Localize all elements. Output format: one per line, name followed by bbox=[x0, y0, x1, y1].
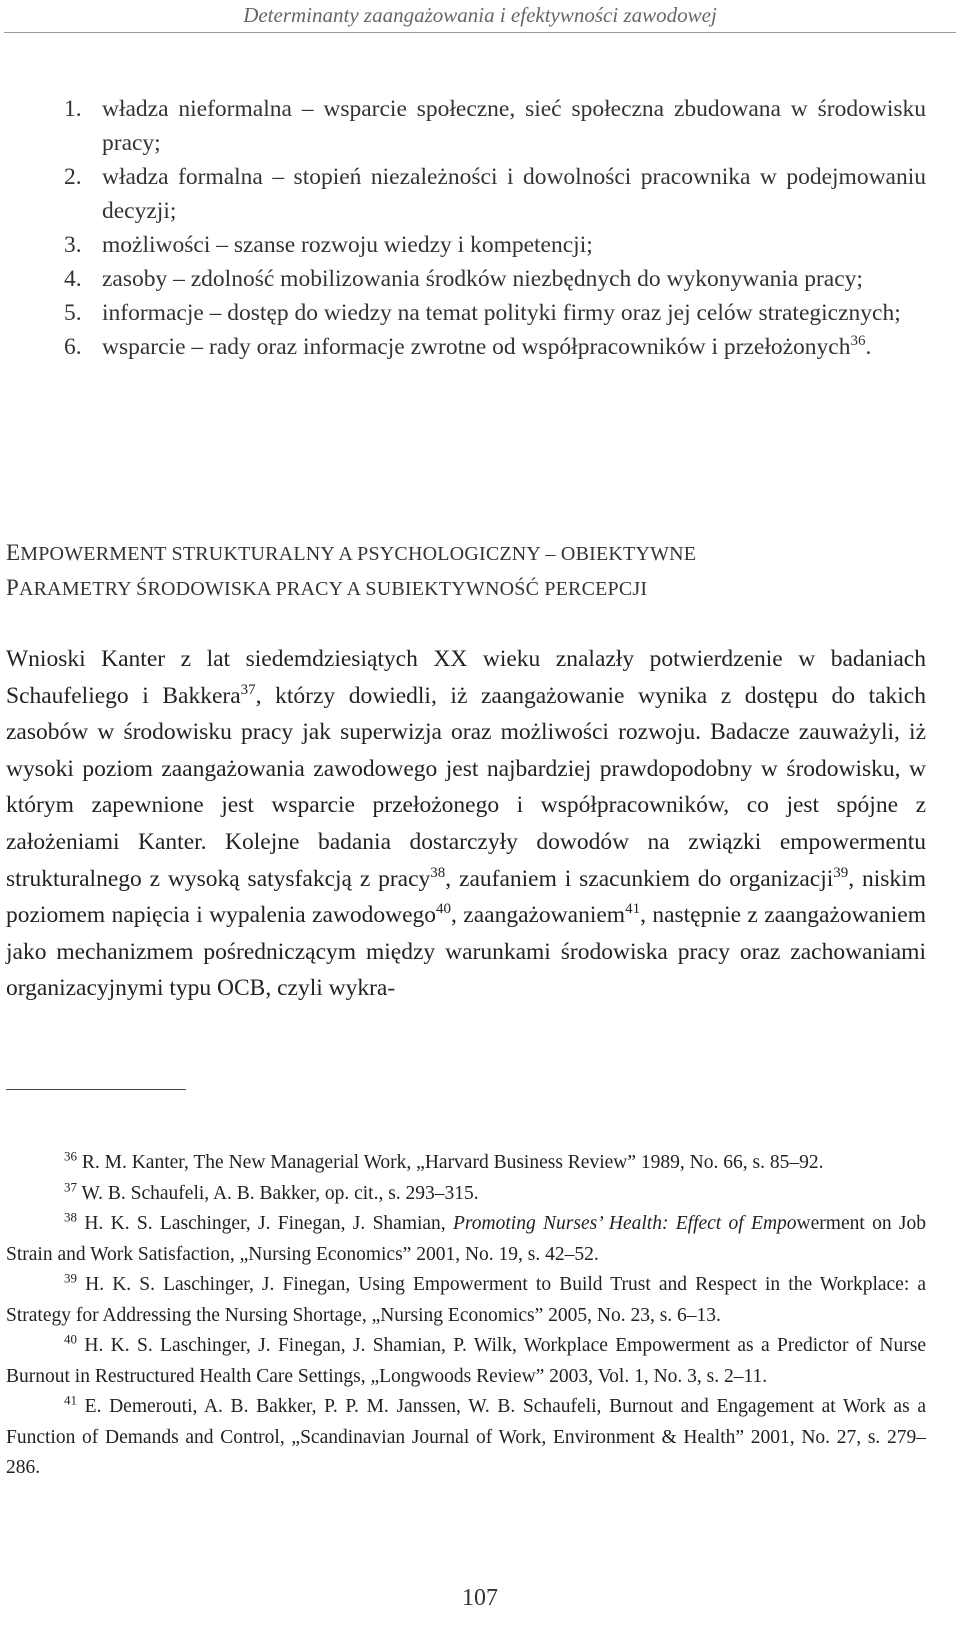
footnote-number: 41 bbox=[64, 1392, 77, 1408]
footnote-text: W. B. Schaufeli, A. B. Bakker, op. cit., s. 293–315. bbox=[81, 1182, 479, 1204]
list-item-text: zasoby – zdolność mobilizowania środków niezbędnych do wykonywania pracy; bbox=[102, 266, 863, 292]
body-paragraph bbox=[6, 641, 926, 1007]
footnote-ref-37[interactable]: 37 bbox=[240, 681, 256, 698]
footnote-number: 36 bbox=[64, 1148, 77, 1164]
list-item bbox=[64, 296, 926, 330]
footnote-title-italic: Promoting Nurses’ Health: Effect of Empo bbox=[453, 1213, 797, 1234]
list-item-text: możliwości – szanse rozwoju wiedzy i kompetencji; bbox=[102, 232, 593, 258]
list-item bbox=[64, 228, 926, 262]
section-heading bbox=[6, 536, 926, 606]
footnote-36 bbox=[6, 1148, 926, 1179]
list-number: 5. bbox=[64, 300, 82, 326]
body-text-segment: , którzy dowiedli, iż zaangażowanie wynika z dostępu do takich zasobów w środowisku pracy jak superwizja oraz możliwości rozwoju. Badacze zauważyli, iż wysoki poziom zaangażowania zawodowego jest najbardziej prawdopodobny w środowisku, w którym zapewnione jest wsparcie przełożonego i współpracowników, co jest spójne z założeniami Kanter. Kolejne badania dostarczyły dowodów na związki empowermentu strukturalnego z wysoką satysfakcją z pracy bbox=[6, 682, 926, 892]
footnote-text: R. M. Kanter, The New Managerial Work, „Harvard Business Review” 1989, No. 66, s. 85–92. bbox=[81, 1152, 824, 1173]
page-number: 107 bbox=[462, 1585, 498, 1611]
list-number: 6. bbox=[64, 334, 82, 360]
footnote-ref-36[interactable]: 36 bbox=[850, 333, 866, 350]
list-number: 2. bbox=[64, 164, 82, 190]
body-text-segment: , zaufaniem i szacunkiem do organizacji bbox=[445, 865, 834, 892]
footnote-37 bbox=[6, 1179, 926, 1210]
body-text-segment: , niskim poziomem napięcia i wypalenia zawodowego bbox=[6, 865, 926, 929]
list-item-text: wsparcie – rady oraz informacje zwrotne od współpracowników i przełożonych bbox=[102, 334, 851, 360]
footnote-ref-39[interactable]: 39 bbox=[833, 864, 849, 881]
footnote-text: H. K. S. Laschinger, J. Finegan, J. Shamian, bbox=[84, 1213, 454, 1234]
footnote-41 bbox=[6, 1392, 926, 1484]
list-item-end: . bbox=[865, 334, 872, 360]
footnote-38 bbox=[6, 1209, 926, 1270]
heading-rest: MPOWERMENT STRUKTURALNY A PSYCHOLOGICZNY – OBIEKTYWNE bbox=[20, 543, 697, 565]
footnote-number: 40 bbox=[64, 1331, 77, 1347]
section-heading-line-1 bbox=[6, 536, 926, 571]
footnote-text: E. Demerouti, A. B. Bakker, P. P. M. Janssen, W. B. Schaufeli, Burnout and Engagement at Work as a Function of Demands and Control, „Scandinavian Journal of Work, Environment & Health” 2001, No. 27, s. 279–286. bbox=[6, 1396, 926, 1478]
list-number: 4. bbox=[64, 266, 82, 292]
footnotes bbox=[6, 1148, 926, 1484]
list-item bbox=[64, 92, 926, 160]
footnote-ref-40[interactable]: 40 bbox=[436, 901, 452, 918]
header-rule bbox=[4, 32, 956, 33]
footnote-text: H. K. S. Laschinger, J. Finegan, Using Empowerment to Build Trust and Respect in the Workplace: a Strategy for Addressing the Nursing Shortage, „Nursing Economics” 2005, No. 23, s. 6–13. bbox=[6, 1274, 927, 1326]
list-item-text: władza formalna – stopień niezależności i dowolności pracownika w podejmowaniu decyzji; bbox=[102, 164, 926, 224]
body-text-segment: Wnioski Kanter z lat siedemdziesiątych XX wieku znalazły potwierdzenie w badaniach Schaufeliego i Bakkera bbox=[6, 646, 926, 709]
list-number: 3. bbox=[64, 232, 82, 258]
list-item-text: informacje – dostęp do wiedzy na temat polityki firmy oraz jej celów strategicznych; bbox=[102, 300, 901, 326]
footnote-text: H. K. S. Laschinger, J. Finegan, J. Shamian, P. Wilk, Workplace Empowerment as a Predictor of Nurse Burnout in Restructured Health Care Settings, „Longwoods Review” 2003, Vol. 1, No. 3, s. 2–11. bbox=[6, 1335, 927, 1387]
list-item bbox=[64, 262, 926, 296]
footnote-ref-38[interactable]: 38 bbox=[430, 864, 446, 881]
body-text-segment: , zaangażowaniem bbox=[451, 902, 626, 929]
list-item bbox=[64, 330, 926, 364]
footnote-number: 39 bbox=[64, 1270, 77, 1286]
heading-initial: E bbox=[6, 540, 21, 565]
body-text-segment: , następnie z zaangażowaniem jako mechanizmem pośredniczącym między warunkami środowiska pracy oraz zachowaniami organizacyjnymi typu OCB, czyli wykra- bbox=[6, 902, 927, 1002]
numbered-list bbox=[64, 92, 926, 364]
list-item bbox=[64, 160, 926, 228]
list-number: 1. bbox=[64, 96, 82, 122]
footnote-ref-41[interactable]: 41 bbox=[625, 901, 641, 918]
footnote-number: 37 bbox=[64, 1179, 77, 1194]
footnote-text: werment on Job Strain and Work Satisfaction, „Nursing Economics” 2001, No. 19, s. 42–52. bbox=[6, 1213, 927, 1265]
footnote-39 bbox=[6, 1270, 926, 1331]
heading-rest: ARAMETRY ŚRODOWISKA PRACY A SUBIEKTYWNOŚĆ PERCEPCJI bbox=[19, 578, 648, 600]
running-header bbox=[0, 0, 960, 38]
heading-initial: P bbox=[6, 575, 19, 600]
section-heading-line-2 bbox=[6, 571, 926, 606]
footnote-separator bbox=[6, 1089, 186, 1090]
footnote-number: 38 bbox=[64, 1209, 77, 1225]
running-title: Determinanty zaangażowania i efektywności zawodowej bbox=[243, 3, 717, 27]
footnote-40 bbox=[6, 1331, 926, 1392]
list-item-text: władza nieformalna – wsparcie społeczne, sieć społeczna zbudowana w środowisku pracy; bbox=[102, 96, 926, 156]
